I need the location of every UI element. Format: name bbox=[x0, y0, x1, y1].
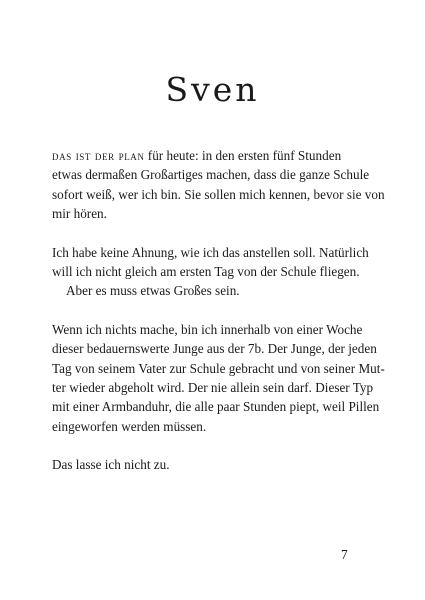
text-line: sofort weiß, wer ich bin. Sie sollen mich kennen, bevor sie von bbox=[52, 186, 385, 202]
paragraph-spacer bbox=[52, 224, 370, 243]
text-line: Wenn ich nichts mache, bin ich innerhalb von einer Woche bbox=[52, 321, 363, 337]
text-line: ter wieder abgeholt wird. Der nie allein sein darf. Dieser Typ bbox=[52, 380, 374, 396]
body-text bbox=[52, 146, 385, 475]
text-line: Das lasse ich nicht zu. bbox=[52, 457, 170, 473]
chapter-title: Sven bbox=[165, 70, 260, 109]
text-line: Ich habe keine Ahnung, wie ich das anstellen soll. Natürlich bbox=[52, 244, 369, 260]
paragraph-2 bbox=[52, 243, 370, 301]
text-line: mit einer Armbanduhr, die alle paar Stunden piept, weil Pillen bbox=[52, 399, 380, 415]
text-line: will ich nicht gleich am ersten Tag von der Schule fliegen. bbox=[52, 264, 360, 280]
paragraph-spacer bbox=[52, 436, 370, 455]
paragraph-1 bbox=[52, 146, 385, 224]
page-number: 7 bbox=[341, 547, 348, 562]
paragraph-4 bbox=[52, 455, 370, 474]
text-line-rest: für heute: in den ersten fünf Stunden bbox=[144, 148, 342, 163]
text-line: etwas dermaßen Großartiges machen, dass die ganze Schule bbox=[52, 167, 370, 183]
text-line: dieser bedauernswerte Junge aus der 7b. Der Junge, der jeden bbox=[52, 341, 377, 357]
text-line-indented: Aber es muss etwas Großes sein. bbox=[66, 283, 240, 299]
small-caps-lead: das ist der plan bbox=[52, 148, 145, 163]
text-line: mir hören. bbox=[52, 206, 107, 222]
text-line: Tag von seinem Vater zur Schule gebracht und von seiner Mut- bbox=[52, 360, 385, 376]
text-line bbox=[52, 146, 370, 165]
text-line: eingeworfen werden müssen. bbox=[52, 418, 207, 434]
paragraph-spacer bbox=[52, 301, 370, 320]
paragraph-3 bbox=[52, 320, 385, 436]
